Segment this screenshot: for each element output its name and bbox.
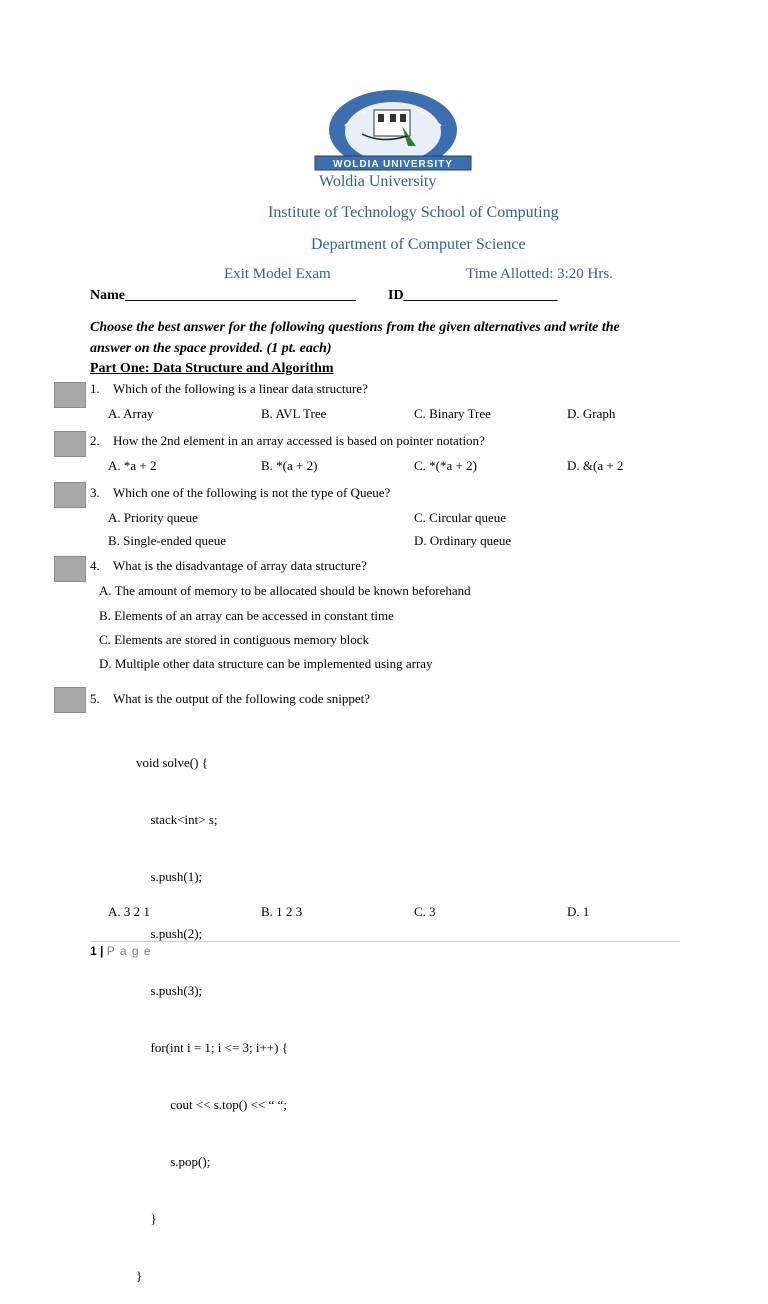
code-snippet <box>136 715 288 1304</box>
question-1-option-d: D. Graph <box>567 406 616 421</box>
question-5-option-d: D. 1 <box>567 904 590 919</box>
code-line: s.push(1); <box>144 869 203 884</box>
code-line: cout << s.top() << “ “; <box>154 1097 287 1112</box>
question-1-option-b: B. AVL Tree <box>261 406 327 421</box>
question-4-option-b: B. Elements of an array can be accessed in constant time <box>99 608 394 623</box>
question-2-number: 2. <box>90 433 100 448</box>
code-line: s.push(3); <box>144 983 203 998</box>
answer-box-q2[interactable] <box>54 431 86 457</box>
question-2-option-b: B. *(a + 2) <box>261 458 318 473</box>
institute-name: Institute of Technology School of Computing <box>268 204 559 221</box>
instructions-line-1: Choose the best answer for the following questions from the given alternatives and write the <box>90 320 620 335</box>
university-logo <box>312 86 474 172</box>
code-line: s.pop(); <box>154 1154 211 1169</box>
page-separator: | <box>100 944 104 958</box>
exam-title: Exit Model Exam <box>224 266 331 282</box>
question-5-option-a: A. 3 2 1 <box>108 904 150 919</box>
code-line: void solve() { <box>136 755 208 770</box>
question-5-option-b: B. 1 2 3 <box>261 904 303 919</box>
question-4-option-a: A. The amount of memory to be allocated should be known beforehand <box>99 583 471 598</box>
question-4-option-d: D. Multiple other data structure can be implemented using array <box>99 656 433 671</box>
footer-divider <box>90 941 680 942</box>
question-3-option-d: D. Ordinary queue <box>414 533 512 548</box>
question-1-number: 1. <box>90 381 100 396</box>
page-number: 1 <box>90 944 97 958</box>
question-1-text: Which of the following is a linear data structure? <box>113 381 368 396</box>
question-3-text: Which one of the following is not the type of Queue? <box>113 485 391 500</box>
question-2-option-a: A. *a + 2 <box>108 458 157 473</box>
answer-box-q5[interactable] <box>54 687 86 713</box>
question-3-option-b: B. Single-ended queue <box>108 533 227 548</box>
question-5-text: What is the output of the following code snippet? <box>113 691 371 706</box>
id-field-label: ID______________________ <box>388 288 558 303</box>
question-5-option-c: C. 3 <box>414 904 436 919</box>
question-2-option-c: C. *(*a + 2) <box>414 458 477 473</box>
answer-box-q1[interactable] <box>54 382 86 408</box>
question-1-option-c: C. Binary Tree <box>414 406 491 421</box>
answer-box-q4[interactable] <box>54 556 86 582</box>
code-line: } <box>144 1211 157 1226</box>
code-line: s.push(2); <box>144 926 203 941</box>
time-allotted: Time Allotted: 3:20 Hrs. <box>466 266 613 282</box>
question-3-option-c: C. Circular queue <box>414 510 507 525</box>
code-line: for(int i = 1; i <= 3; i++) { <box>144 1040 288 1055</box>
department-name: Department of Computer Science <box>311 236 526 253</box>
page-label: P a g e <box>106 944 152 958</box>
code-line: } <box>136 1268 143 1283</box>
svg-text:WOLDIA UNIVERSITY: WOLDIA UNIVERSITY <box>333 159 453 170</box>
part-title: Part One: Data Structure and Algorithm <box>90 361 334 376</box>
question-2-text: How the 2nd element in an array accessed is based on pointer notation? <box>113 433 485 448</box>
question-3-number: 3. <box>90 485 100 500</box>
answer-box-q3[interactable] <box>54 482 86 508</box>
question-2-option-d: D. &(a + 2 <box>567 458 624 473</box>
page-footer <box>90 944 152 958</box>
code-line: stack<int> s; <box>144 812 218 827</box>
question-1-option-a: A. Array <box>108 406 154 421</box>
instructions-line-2: answer on the space provided. (1 pt. each) <box>90 341 332 356</box>
name-field-label: Name_________________________________ <box>90 288 356 303</box>
question-5-number: 5. <box>90 691 100 706</box>
question-4-number: 4. <box>90 558 100 573</box>
question-3-option-a: A. Priority queue <box>108 510 198 525</box>
question-4-option-c: C. Elements are stored in contiguous memory block <box>99 632 370 647</box>
university-name: Woldia University <box>319 173 437 190</box>
question-4-text: What is the disadvantage of array data structure? <box>113 558 367 573</box>
